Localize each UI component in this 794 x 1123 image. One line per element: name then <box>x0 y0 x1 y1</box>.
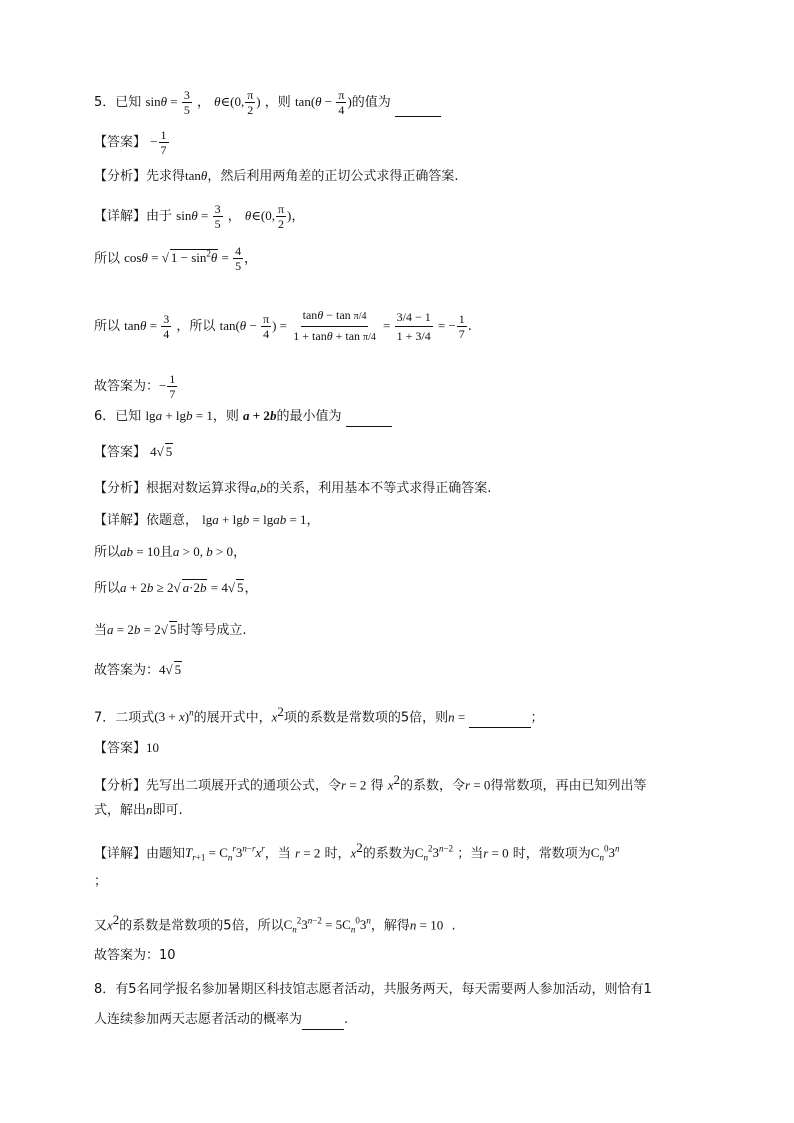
q6-stem: 6．已知 lga + lgb = 1，则 a + 2b的最小值为 <box>94 406 392 427</box>
q7-stem: 7．二项式$(3 + x)^n$的展开式中，$x^2$项的系数是常数项的5倍，则n = ； <box>94 702 544 728</box>
answer-blank <box>469 713 531 728</box>
q6-detail-3: 所以a + 2b ≥ 2√ a·2b = 4√ 5， <box>94 580 258 596</box>
q6-answer: 【答案】 4√ 5 <box>94 444 173 460</box>
q7-answer: 【答案】10 <box>94 740 160 756</box>
q7-analysis-1: 【分析】先写出二项展开式的通项公式，令r = 2 得 $x^2$的系数，令r = 0得常数项，再由已知列出等 <box>94 772 647 794</box>
answer-blank <box>346 412 392 427</box>
q6-analysis: 【分析】根据对数运算求得a,b的关系，利用基本不等式求得正确答案. <box>94 480 492 496</box>
q6-detail-4: 当a = 2b = 2√ 5时等号成立. <box>94 622 247 638</box>
q6-detail-2: 所以ab = 10且a > 0, b > 0， <box>94 544 247 560</box>
q5-detail-tan: 所以 tanθ = $\frac{3}{4}$ ，所以 tan(θ − $\frac{\pi}{4}$ ) = $\frac{\text{tanθ − tan π/4}}{\text{1 + tanθ + tan π/4}}$ = $\frac{3/4 - 1}{1 + 3/4}$ = − $\frac{1}{7}$ . <box>94 308 472 343</box>
q5-detail-1: 【详解】由于 sinθ = $\frac{3}{5}$ ， θ∈(0, $\frac{\pi}{2}$ )， <box>94 202 305 231</box>
q8-stem-line2: 人连续参加两天志愿者活动的概率为 . <box>94 1010 348 1030</box>
q5-analysis: 【分析】先求得tanθ，然后利用两角差的正切公式求得正确答案. <box>94 168 459 184</box>
answer-blank <box>395 102 441 117</box>
q6-detail-1: 【详解】依题意， lga + lgb = lgab = 1， <box>94 512 320 528</box>
q6-conclusion: 故答案为：4√ 5 <box>94 662 182 678</box>
q8-stem-line1: 8．有5名同学报名参加暑期区科技馆志愿者活动，共服务两天，每天需要两人参加活动，则恰有1 <box>94 982 652 997</box>
q7-analysis-2: 式，解出n即可. <box>94 802 183 818</box>
q5-conclusion: 故答案为：− $\frac{1}{7}$ <box>94 372 176 401</box>
q7-conclusion: 故答案为：10 <box>94 948 176 963</box>
q7-detail-1: 【详解】由题知$T_{r+1} = C_n^r3^{n-r}x^r$，当 r = 2 时，$x^2$的系数为$C_n^23^{n-2}$ ；当r = 0 时，常数项为$C_n^03^n$ <box>94 840 620 863</box>
answer-blank <box>302 1015 344 1030</box>
q7-detail-semicolon: ； <box>94 874 108 889</box>
q5-stem: 5．已知 sinθ = $\frac{3}{5}$ ， θ∈(0, $\frac{\pi}{2}$ ) ，则 tan(θ − $\frac{\pi}{4}$ )的值为 <box>94 88 441 117</box>
q7-detail-2: 又$x^2$的系数是常数项的5倍，所以$C_n^23^{n-2} = 5C_n^03^n$，解得n = 10 . <box>94 912 456 935</box>
q5-answer: 【答案】 − $\frac{1}{7}$ <box>94 128 167 157</box>
q5-detail-cos: 所以 cosθ = √ $1 - \sin^2\theta$ = $\frac{4}{5}$ ， <box>94 244 258 274</box>
